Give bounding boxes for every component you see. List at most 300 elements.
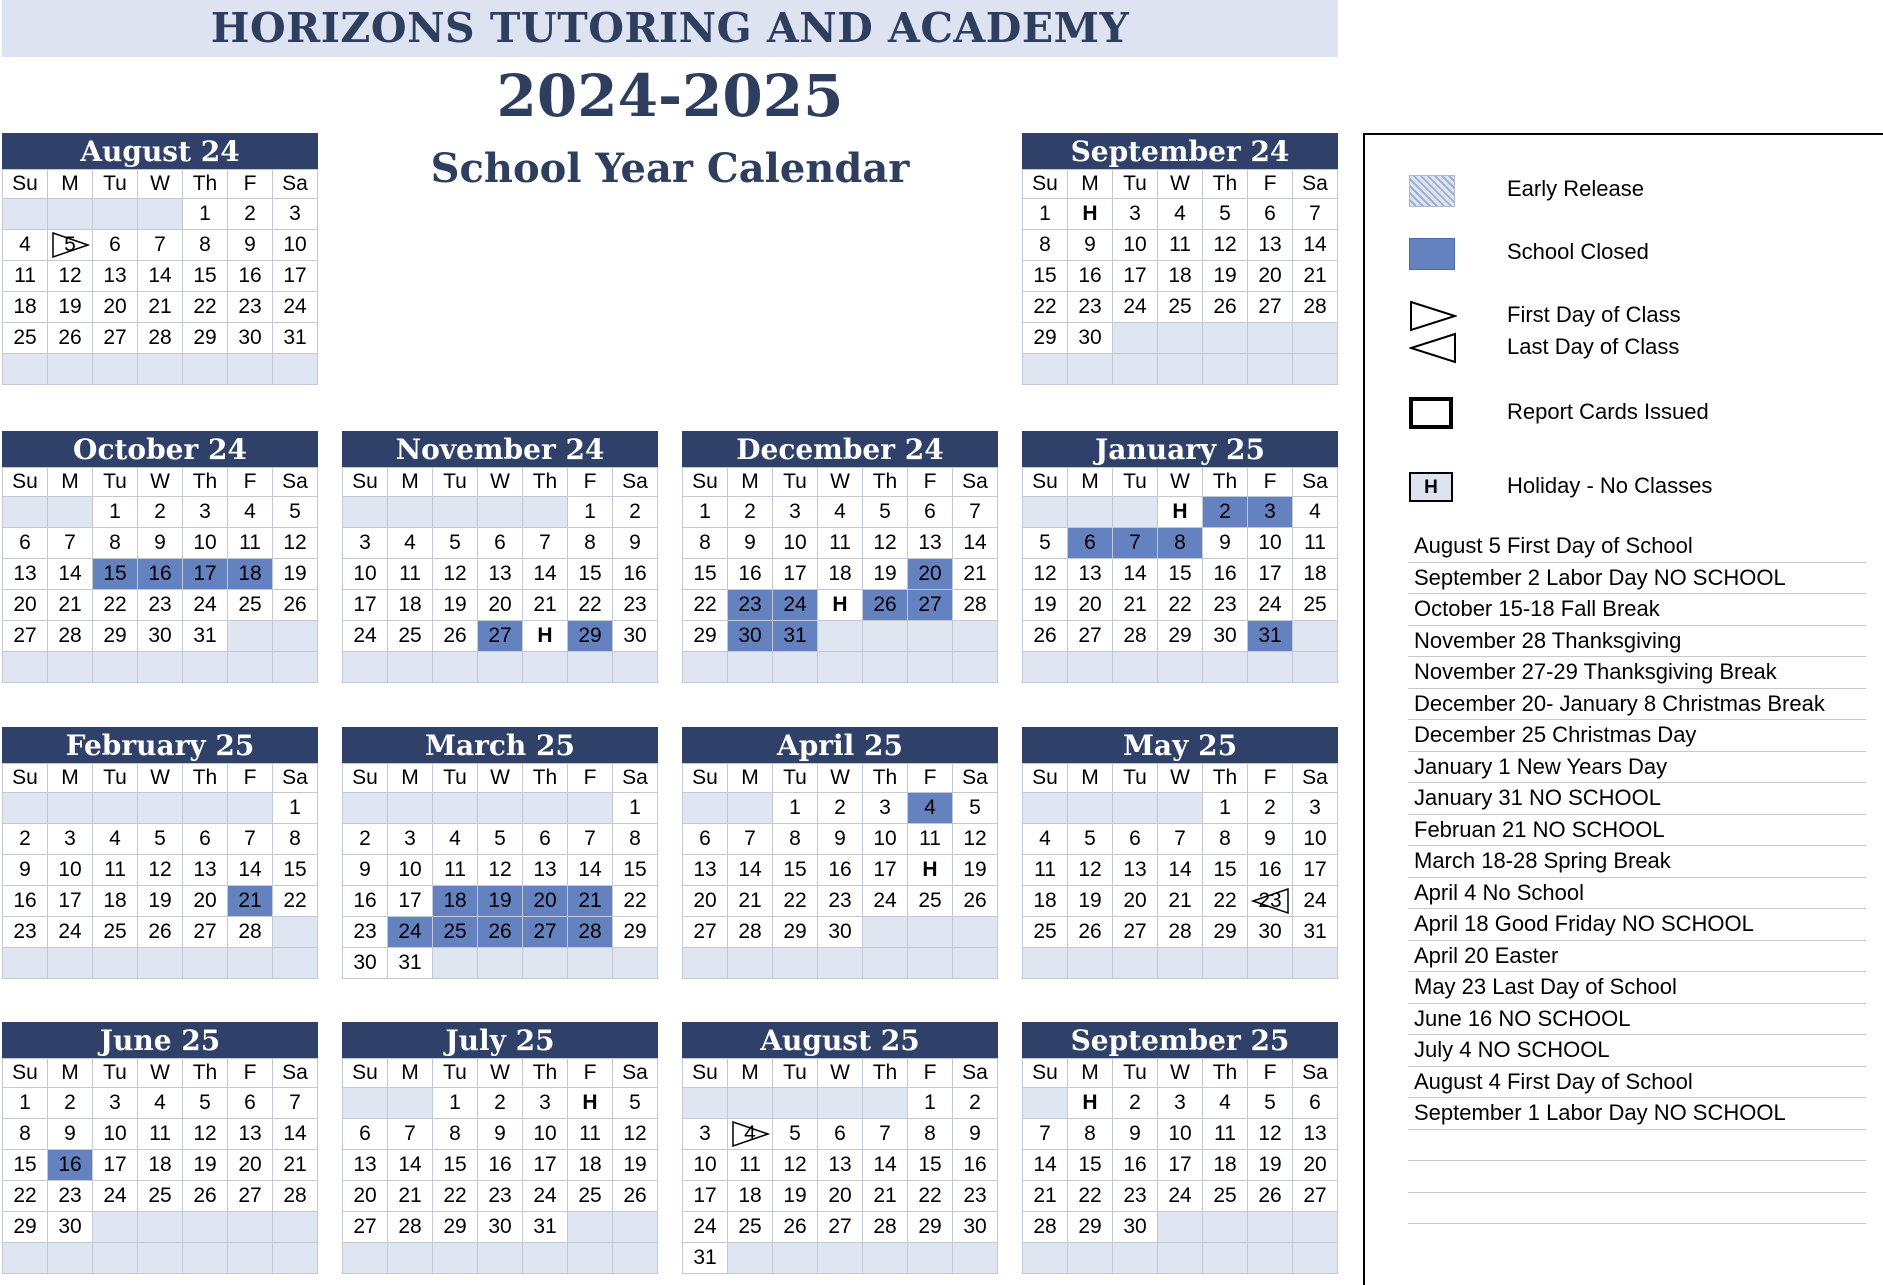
empty-day-cell — [908, 1243, 953, 1274]
day-cell: 10 — [273, 230, 318, 261]
day-cell: 28 — [273, 1181, 318, 1212]
day-cell: 28 — [863, 1212, 908, 1243]
day-cell: 8 — [273, 824, 318, 855]
day-cell: 7 — [953, 497, 998, 528]
day-cell: 6 — [908, 497, 953, 528]
month-title: September 25 — [1022, 1022, 1338, 1058]
month-title: February 25 — [2, 727, 318, 763]
day-cell: 13 — [478, 559, 523, 590]
weekday-header: Sa — [613, 1059, 658, 1088]
weekday-header: M — [48, 468, 93, 497]
day-cell: 4 — [228, 497, 273, 528]
day-cell: 7 — [1158, 824, 1203, 855]
weekday-header: Su — [3, 468, 48, 497]
empty-day-cell — [1113, 1243, 1158, 1274]
empty-day-cell — [93, 354, 138, 385]
empty-day-cell — [523, 652, 568, 683]
day-cell: 21 — [273, 1150, 318, 1181]
day-cell: 24 — [1293, 886, 1338, 917]
weekday-header: M — [48, 170, 93, 199]
day-cell: 9 — [48, 1119, 93, 1150]
day-cell: 15 — [1023, 261, 1068, 292]
empty-day-cell — [183, 948, 228, 979]
day-cell: 18 — [1293, 559, 1338, 590]
empty-day-cell — [1068, 1243, 1113, 1274]
empty-day-cell — [183, 1212, 228, 1243]
day-cell: 16 — [1113, 1150, 1158, 1181]
day-cell: 30 — [228, 323, 273, 354]
empty-day-cell — [93, 652, 138, 683]
day-cell: 31 — [273, 323, 318, 354]
day-cell: 28 — [48, 621, 93, 652]
day-cell: 8 — [1068, 1119, 1113, 1150]
empty-day-cell — [523, 948, 568, 979]
day-cell: 5 — [773, 1119, 818, 1150]
day-cell: 26 — [478, 917, 523, 948]
day-cell: 25 — [388, 621, 433, 652]
empty-day-cell — [1113, 497, 1158, 528]
day-cell: 3 — [863, 793, 908, 824]
day-cell: 11 — [433, 855, 478, 886]
weekday-header: Su — [683, 468, 728, 497]
day-cell: 29 — [1023, 323, 1068, 354]
day-cell: 16 — [613, 559, 658, 590]
day-cell: 26 — [863, 590, 908, 621]
empty-day-cell — [1113, 793, 1158, 824]
empty-day-cell — [818, 621, 863, 652]
empty-day-cell — [728, 948, 773, 979]
empty-day-cell — [1293, 1243, 1338, 1274]
empty-day-cell — [3, 354, 48, 385]
empty-day-cell — [273, 652, 318, 683]
day-cell: 10 — [388, 855, 433, 886]
day-cell: 6 — [343, 1119, 388, 1150]
empty-day-cell — [1158, 652, 1203, 683]
day-cell: 12 — [863, 528, 908, 559]
day-cell: 18 — [1023, 886, 1068, 917]
day-cell: 27 — [1113, 917, 1158, 948]
weekday-header: Tu — [773, 1059, 818, 1088]
weekday-header: Sa — [1293, 468, 1338, 497]
weekday-header: Th — [863, 764, 908, 793]
day-cell: 3 — [388, 824, 433, 855]
weekday-header: Tu — [773, 764, 818, 793]
day-cell: 1 — [568, 497, 613, 528]
day-cell: 4 — [1203, 1088, 1248, 1119]
day-cell: 2 — [613, 497, 658, 528]
empty-day-cell — [183, 652, 228, 683]
empty-day-cell — [1158, 323, 1203, 354]
month-grid — [342, 763, 658, 979]
day-cell: 14 — [1113, 559, 1158, 590]
day-cell: 20 — [818, 1181, 863, 1212]
event-line: December 25 Christmas Day — [1408, 720, 1866, 752]
event-line: August 5 First Day of School — [1408, 531, 1866, 563]
empty-day-cell — [568, 948, 613, 979]
day-cell: 19 — [863, 559, 908, 590]
day-cell: 25 — [3, 323, 48, 354]
empty-day-cell — [1068, 354, 1113, 385]
empty-day-cell — [433, 793, 478, 824]
empty-day-cell — [48, 199, 93, 230]
day-cell: 7 — [1023, 1119, 1068, 1150]
empty-day-cell — [908, 948, 953, 979]
empty-day-cell — [568, 1212, 613, 1243]
empty-day-cell — [93, 1243, 138, 1274]
day-cell: 19 — [433, 590, 478, 621]
day-cell: 23 — [478, 1181, 523, 1212]
day-cell: 10 — [183, 528, 228, 559]
day-cell: 5 — [1248, 1088, 1293, 1119]
day-cell: 22 — [1068, 1181, 1113, 1212]
day-cell: 23 — [1113, 1181, 1158, 1212]
day-cell: 31 — [773, 621, 818, 652]
day-cell: 30 — [48, 1212, 93, 1243]
day-cell: 26 — [48, 323, 93, 354]
day-cell: 1 — [908, 1088, 953, 1119]
empty-day-cell — [818, 652, 863, 683]
day-cell: 1 — [1203, 793, 1248, 824]
day-cell: 7 — [523, 528, 568, 559]
empty-day-cell — [3, 793, 48, 824]
month-grid — [1022, 467, 1338, 683]
day-cell: 8 — [1023, 230, 1068, 261]
holiday-swatch: H — [1409, 472, 1453, 502]
day-cell: 25 — [433, 917, 478, 948]
empty-day-cell — [1023, 948, 1068, 979]
day-cell: 25 — [1293, 590, 1338, 621]
empty-day-cell — [1203, 354, 1248, 385]
weekday-header: F — [908, 1059, 953, 1088]
day-cell: 30 — [1248, 917, 1293, 948]
day-cell: 15 — [908, 1150, 953, 1181]
day-cell: 4 — [433, 824, 478, 855]
weekday-header: M — [48, 1059, 93, 1088]
day-cell: 26 — [1023, 621, 1068, 652]
day-cell: 16 — [1203, 559, 1248, 590]
day-cell: 7 — [388, 1119, 433, 1150]
day-cell: 10 — [523, 1119, 568, 1150]
empty-day-cell — [1203, 948, 1248, 979]
day-cell: H — [1158, 497, 1203, 528]
day-cell: 30 — [818, 917, 863, 948]
day-cell: 29 — [1158, 621, 1203, 652]
month-title: June 25 — [2, 1022, 318, 1058]
empty-day-cell — [1158, 1212, 1203, 1243]
day-cell: 22 — [93, 590, 138, 621]
day-cell: 3 — [773, 497, 818, 528]
day-cell: 7 — [1293, 199, 1338, 230]
first-day-icon — [1409, 300, 1457, 332]
day-cell: 6 — [183, 824, 228, 855]
day-cell: H — [908, 855, 953, 886]
weekday-header: Sa — [613, 764, 658, 793]
day-cell: 24 — [1158, 1181, 1203, 1212]
day-cell: 4 — [3, 230, 48, 261]
day-cell: 4 — [138, 1088, 183, 1119]
empty-day-cell — [1113, 948, 1158, 979]
day-cell: H — [818, 590, 863, 621]
empty-day-cell — [1068, 948, 1113, 979]
empty-day-cell — [478, 948, 523, 979]
day-cell: 19 — [613, 1150, 658, 1181]
event-line: May 23 Last Day of School — [1408, 972, 1866, 1004]
weekday-header: W — [1158, 764, 1203, 793]
day-cell: 25 — [728, 1212, 773, 1243]
day-cell: 27 — [908, 590, 953, 621]
event-line: January 1 New Years Day — [1408, 752, 1866, 784]
day-cell: 10 — [343, 559, 388, 590]
empty-day-cell — [1023, 652, 1068, 683]
weekday-header: Sa — [953, 1059, 998, 1088]
day-cell: 23 — [48, 1181, 93, 1212]
month-june-25 — [2, 1022, 318, 1274]
empty-day-cell — [388, 497, 433, 528]
empty-day-cell — [48, 652, 93, 683]
weekday-header: F — [228, 764, 273, 793]
day-cell: 11 — [93, 855, 138, 886]
empty-day-cell — [568, 652, 613, 683]
weekday-header: Th — [1203, 1059, 1248, 1088]
empty-day-cell — [388, 652, 433, 683]
empty-day-cell — [478, 497, 523, 528]
day-cell: 3 — [683, 1119, 728, 1150]
weekday-header: M — [1068, 468, 1113, 497]
empty-day-cell — [138, 354, 183, 385]
empty-day-cell — [183, 793, 228, 824]
empty-day-cell — [863, 1243, 908, 1274]
day-cell: 22 — [273, 886, 318, 917]
day-cell: 19 — [1023, 590, 1068, 621]
day-cell: 23 — [1203, 590, 1248, 621]
day-cell: 29 — [93, 621, 138, 652]
day-cell: 22 — [568, 590, 613, 621]
weekday-header: Tu — [1113, 1059, 1158, 1088]
day-cell: 5 — [1203, 199, 1248, 230]
weekday-header: Th — [1203, 468, 1248, 497]
empty-day-cell — [478, 793, 523, 824]
day-cell: 9 — [3, 855, 48, 886]
day-cell: 6 — [1113, 824, 1158, 855]
day-cell: 10 — [1293, 824, 1338, 855]
day-cell: 2 — [1113, 1088, 1158, 1119]
weekday-header: Tu — [433, 764, 478, 793]
day-cell: 23 — [1068, 292, 1113, 323]
day-cell: 23 — [3, 917, 48, 948]
day-cell: 17 — [93, 1150, 138, 1181]
day-cell: 24 — [683, 1212, 728, 1243]
day-cell: 21 — [1023, 1181, 1068, 1212]
day-cell: 11 — [388, 559, 433, 590]
day-cell: 6 — [93, 230, 138, 261]
event-line: Februan 21 NO SCHOOL — [1408, 815, 1866, 847]
day-cell: 21 — [388, 1181, 433, 1212]
day-cell: 8 — [433, 1119, 478, 1150]
day-cell: 9 — [613, 528, 658, 559]
day-cell: 21 — [48, 590, 93, 621]
day-cell: 12 — [478, 855, 523, 886]
empty-day-cell — [1248, 354, 1293, 385]
day-cell: 21 — [228, 886, 273, 917]
day-cell: 18 — [3, 292, 48, 323]
empty-day-cell — [93, 199, 138, 230]
day-cell: 17 — [683, 1181, 728, 1212]
weekday-header: W — [1158, 1059, 1203, 1088]
event-line: June 16 NO SCHOOL — [1408, 1004, 1866, 1036]
day-cell: 12 — [1023, 559, 1068, 590]
empty-day-cell — [1023, 497, 1068, 528]
day-cell: 27 — [228, 1181, 273, 1212]
day-cell: 20 — [908, 559, 953, 590]
empty-day-cell — [388, 1243, 433, 1274]
weekday-header: Tu — [433, 468, 478, 497]
day-cell: 14 — [48, 559, 93, 590]
weekday-header: W — [138, 1059, 183, 1088]
day-cell: 17 — [1248, 559, 1293, 590]
day-cell: 22 — [1203, 886, 1248, 917]
day-cell: 11 — [818, 528, 863, 559]
day-cell: 21 — [953, 559, 998, 590]
empty-day-cell — [183, 354, 228, 385]
day-cell: 29 — [433, 1212, 478, 1243]
month-title: September 24 — [1022, 133, 1338, 169]
day-cell: 1 — [1023, 199, 1068, 230]
day-cell: 6 — [3, 528, 48, 559]
last-day-icon — [1409, 332, 1457, 364]
weekday-header: Tu — [93, 764, 138, 793]
empty-day-cell — [273, 948, 318, 979]
day-cell: 15 — [433, 1150, 478, 1181]
day-cell: 10 — [1158, 1119, 1203, 1150]
day-cell: 21 — [1158, 886, 1203, 917]
month-august-25 — [682, 1022, 998, 1274]
weekday-header: Th — [183, 468, 228, 497]
weekday-header: Sa — [273, 170, 318, 199]
day-cell: 14 — [523, 559, 568, 590]
weekday-header: Su — [1023, 170, 1068, 199]
day-cell: 16 — [138, 559, 183, 590]
day-cell: 2 — [728, 497, 773, 528]
day-cell: 17 — [388, 886, 433, 917]
event-line: April 4 No School — [1408, 878, 1866, 910]
day-cell: 5 — [613, 1088, 658, 1119]
weekday-header: F — [1248, 1059, 1293, 1088]
month-september-25 — [1022, 1022, 1338, 1274]
day-cell: 30 — [478, 1212, 523, 1243]
day-cell: 25 — [1158, 292, 1203, 323]
weekday-header: W — [478, 764, 523, 793]
empty-day-cell — [478, 652, 523, 683]
empty-day-cell — [1293, 1212, 1338, 1243]
day-cell: 6 — [1293, 1088, 1338, 1119]
weekday-header: Th — [863, 1059, 908, 1088]
day-cell: 24 — [48, 917, 93, 948]
day-cell: 12 — [273, 528, 318, 559]
day-cell: 19 — [273, 559, 318, 590]
empty-day-cell — [1113, 652, 1158, 683]
day-cell: 5 — [1023, 528, 1068, 559]
day-cell: 27 — [343, 1212, 388, 1243]
empty-day-cell — [138, 1243, 183, 1274]
day-cell: 29 — [1068, 1212, 1113, 1243]
day-cell: 22 — [3, 1181, 48, 1212]
empty-day-cell — [728, 652, 773, 683]
day-cell: 17 — [183, 559, 228, 590]
day-cell: 14 — [568, 855, 613, 886]
empty-day-cell — [3, 199, 48, 230]
weekday-header: M — [388, 764, 433, 793]
day-cell: 28 — [728, 917, 773, 948]
day-cell: 12 — [138, 855, 183, 886]
weekday-header: M — [48, 764, 93, 793]
event-line — [1408, 1161, 1866, 1193]
day-cell: 5 — [478, 824, 523, 855]
day-cell: 24 — [863, 886, 908, 917]
day-cell: 26 — [433, 621, 478, 652]
weekday-header: Sa — [953, 764, 998, 793]
empty-day-cell — [3, 652, 48, 683]
day-cell: 2 — [818, 793, 863, 824]
empty-day-cell — [1293, 948, 1338, 979]
day-cell: 5 — [1068, 824, 1113, 855]
empty-day-cell — [273, 1212, 318, 1243]
event-line: November 27-29 Thanksgiving Break — [1408, 657, 1866, 689]
empty-day-cell — [1203, 1212, 1248, 1243]
empty-day-cell — [728, 1088, 773, 1119]
month-grid — [342, 1058, 658, 1274]
empty-day-cell — [1068, 793, 1113, 824]
day-cell: 8 — [773, 824, 818, 855]
day-cell: 22 — [1023, 292, 1068, 323]
empty-day-cell — [863, 917, 908, 948]
weekday-header: Th — [183, 764, 228, 793]
legend-holiday: Holiday - No Classes — [1507, 473, 1713, 498]
empty-day-cell — [908, 652, 953, 683]
day-cell: 23 — [613, 590, 658, 621]
day-cell: 13 — [1068, 559, 1113, 590]
empty-day-cell — [728, 793, 773, 824]
day-cell: 30 — [138, 621, 183, 652]
month-august-24 — [2, 133, 318, 385]
empty-day-cell — [1023, 1243, 1068, 1274]
day-cell: 10 — [48, 855, 93, 886]
day-cell: 21 — [523, 590, 568, 621]
day-cell: 20 — [228, 1150, 273, 1181]
empty-day-cell — [863, 948, 908, 979]
day-cell: 27 — [1248, 292, 1293, 323]
month-grid — [2, 169, 318, 385]
day-cell: 26 — [773, 1212, 818, 1243]
day-cell: 7 — [728, 824, 773, 855]
day-cell: 5 — [863, 497, 908, 528]
day-cell: 3 — [1293, 793, 1338, 824]
school-closed-swatch — [1409, 238, 1455, 270]
day-cell: 16 — [728, 559, 773, 590]
day-cell: 10 — [773, 528, 818, 559]
day-cell: 9 — [818, 824, 863, 855]
weekday-header: Tu — [433, 1059, 478, 1088]
day-cell: 13 — [683, 855, 728, 886]
empty-day-cell — [1158, 1243, 1203, 1274]
day-cell: 11 — [568, 1119, 613, 1150]
day-cell: 13 — [93, 261, 138, 292]
day-cell: 19 — [138, 886, 183, 917]
day-cell: 22 — [613, 886, 658, 917]
weekday-header: Tu — [773, 468, 818, 497]
day-cell: 2 — [3, 824, 48, 855]
day-cell: 14 — [388, 1150, 433, 1181]
day-cell: H — [523, 621, 568, 652]
